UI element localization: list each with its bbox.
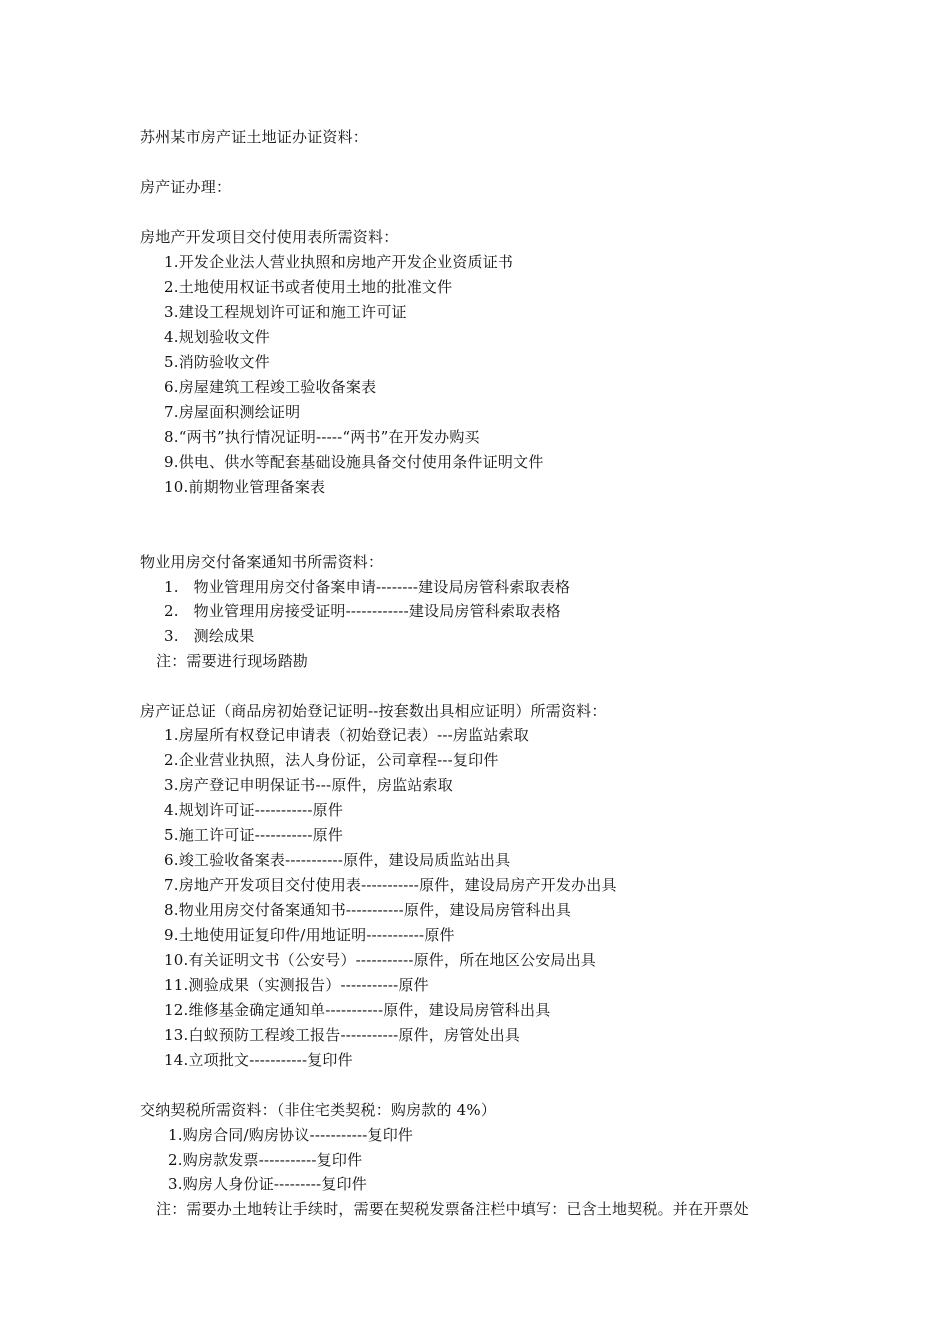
list-item: 1.房屋所有权登记申请表（初始登记表）---房监站索取 (164, 726, 529, 744)
list-item: 2. 物业管理用房接受证明------------建设局房管科索取表格 (164, 602, 561, 620)
list-item: 3. 测绘成果 (164, 627, 255, 645)
section-heading-master-certificate: 房产证总证（商品房初始登记证明--按套数出具相应证明）所需资料： (140, 702, 607, 720)
list-item: 2.购房款发票-----------复印件 (168, 1151, 363, 1169)
document-subtitle: 房产证办理： (140, 178, 232, 196)
list-item: 7.房地产开发项目交付使用表-----------原件，建设局房产开发办出具 (164, 876, 617, 894)
list-item: 9.土地使用证复印件/用地证明-----------原件 (164, 926, 455, 944)
list-item: 2.企业营业执照，法人身份证，公司章程---复印件 (164, 751, 499, 769)
section-heading-property-housing: 物业用房交付备案通知书所需资料： (140, 553, 384, 571)
list-item: 10.前期物业管理备案表 (164, 478, 326, 496)
list-item: 11.测验成果（实测报告）-----------原件 (164, 976, 429, 994)
list-item: 2.土地使用权证书或者使用土地的批准文件 (164, 278, 453, 296)
list-item: 4.规划许可证-----------原件 (164, 801, 344, 819)
list-item: 12.维修基金确定通知单-----------原件，建设局房管科出具 (164, 1001, 551, 1019)
section-note: 注：需要办土地转让手续时，需要在契税发票备注栏中填写：已含土地契税。并在开票处 (156, 1200, 749, 1218)
list-item: 9.供电、供水等配套基础设施具备交付使用条件证明文件 (164, 453, 544, 471)
list-item: 6.竣工验收备案表-----------原件，建设局质监站出具 (164, 851, 511, 869)
list-item: 3.房产登记申明保证书---原件，房监站索取 (164, 776, 453, 794)
list-item: 3.购房人身份证---------复印件 (168, 1175, 367, 1193)
list-item: 8.“两书”执行情况证明-----“两书”在开发办购买 (164, 428, 480, 446)
list-item: 10.有关证明文书（公安号）-----------原件，所在地区公安局出具 (164, 951, 597, 969)
list-item: 1.购房合同/购房协议-----------复印件 (168, 1126, 414, 1144)
list-item: 14.立项批文-----------复印件 (164, 1051, 353, 1069)
list-item: 5.施工许可证-----------原件 (164, 826, 344, 844)
list-item: 8.物业用房交付备案通知书-----------原件，建设局房管科出具 (164, 901, 572, 919)
list-item: 5.消防验收文件 (164, 353, 270, 371)
section-heading-delivery-form: 房地产开发项目交付使用表所需资料： (140, 228, 399, 246)
section-heading-deed-tax: 交纳契税所需资料：（非住宅类契税：购房款的 4%） (140, 1101, 497, 1119)
list-item: 4.规划验收文件 (164, 328, 270, 346)
list-item: 6.房屋建筑工程竣工验收备案表 (164, 378, 377, 396)
document-title: 苏州某市房产证土地证办证资料： (140, 128, 369, 146)
list-item: 13.白蚁预防工程竣工报告-----------原件，房管处出具 (164, 1026, 521, 1044)
list-item: 7.房屋面积测绘证明 (164, 403, 301, 421)
list-item: 1. 物业管理用房交付备案申请--------建设局房管科索取表格 (164, 578, 571, 596)
section-note: 注：需要进行现场踏勘 (156, 652, 309, 670)
list-item: 3.建设工程规划许可证和施工许可证 (164, 303, 407, 321)
list-item: 1.开发企业法人营业执照和房地产开发企业资质证书 (164, 253, 514, 271)
